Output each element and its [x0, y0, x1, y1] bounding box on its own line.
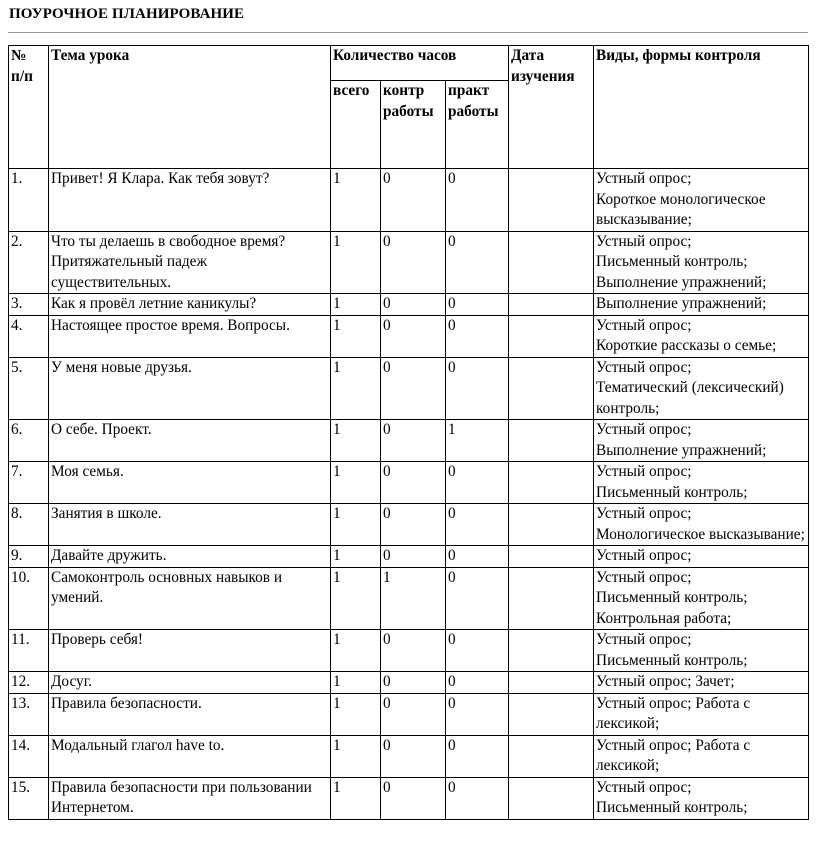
row-hours-control: 0 [381, 462, 446, 504]
row-topic: Давайте дружить. [49, 546, 331, 568]
row-hours-practice: 0 [446, 231, 509, 294]
header-hours-practice-label: практ работы [448, 82, 499, 120]
row-hours-control: 0 [381, 693, 446, 735]
row-hours-practice: 0 [446, 169, 509, 232]
row-hours-total: 1 [331, 462, 381, 504]
row-hours-control: 0 [381, 315, 446, 357]
header-hours-control [381, 81, 446, 169]
header-date [509, 46, 594, 169]
header-date-label: Дата изучения [511, 47, 575, 85]
row-topic: Модальный глагол have to. [49, 735, 331, 777]
row-hours-total: 1 [331, 546, 381, 568]
header-hours-total [331, 81, 381, 169]
row-number: 13. [9, 693, 49, 735]
row-hours-control: 0 [381, 169, 446, 232]
row-topic: Досуг. [49, 672, 331, 694]
row-hours-control: 0 [381, 672, 446, 694]
row-hours-total: 1 [331, 357, 381, 420]
row-hours-total: 1 [331, 231, 381, 294]
table-row [9, 504, 809, 546]
row-date [509, 735, 594, 777]
page-title: ПОУРОЧНОЕ ПЛАНИРОВАНИЕ [9, 6, 245, 22]
table-row [9, 672, 809, 694]
row-hours-total: 1 [331, 169, 381, 232]
row-control-forms: Выполнение упражнений; [594, 294, 809, 316]
header-hours-label: Количество часов [333, 47, 457, 64]
row-topic: У меня новые друзья. [49, 357, 331, 420]
row-hours-control: 1 [381, 567, 446, 630]
table-row [9, 462, 809, 504]
row-hours-practice: 0 [446, 315, 509, 357]
row-topic: Что ты делаешь в свободное время? Притяжательный падеж существительных. [49, 231, 331, 294]
row-hours-control: 0 [381, 231, 446, 294]
row-number: 2. [9, 231, 49, 294]
row-hours-practice: 0 [446, 672, 509, 694]
row-date [509, 315, 594, 357]
row-control-forms: Устный опрос; Письменный контроль; [594, 777, 809, 819]
table-row [9, 693, 809, 735]
header-number-label: № п/п [11, 47, 33, 85]
table-row [9, 169, 809, 232]
row-topic: Настоящее простое время. Вопросы. [49, 315, 331, 357]
row-topic: Правила безопасности при пользовании Интернетом. [49, 777, 331, 819]
row-hours-total: 1 [331, 672, 381, 694]
row-hours-practice: 0 [446, 294, 509, 316]
header-topic [49, 46, 331, 169]
row-topic: О себе. Проект. [49, 420, 331, 462]
row-hours-total: 1 [331, 693, 381, 735]
table-row [9, 546, 809, 568]
row-topic: Самоконтроль основных навыков и умений. [49, 567, 331, 630]
row-date [509, 777, 594, 819]
row-hours-practice: 0 [446, 693, 509, 735]
table-row [9, 231, 809, 294]
row-hours-control: 0 [381, 420, 446, 462]
row-hours-practice: 0 [446, 777, 509, 819]
row-date [509, 462, 594, 504]
row-hours-practice: 0 [446, 630, 509, 672]
row-hours-control: 0 [381, 777, 446, 819]
row-topic: Моя семья. [49, 462, 331, 504]
row-control-forms: Устный опрос; Письменный контроль; Контрольная работа; [594, 567, 809, 630]
row-control-forms: Устный опрос; Письменный контроль; [594, 462, 809, 504]
row-hours-total: 1 [331, 630, 381, 672]
header-row [9, 46, 809, 81]
row-number: 3. [9, 294, 49, 316]
row-control-forms: Устный опрос; Выполнение упражнений; [594, 420, 809, 462]
row-hours-control: 0 [381, 735, 446, 777]
row-hours-total: 1 [331, 735, 381, 777]
header-control [594, 46, 809, 169]
row-date [509, 672, 594, 694]
row-control-forms: Устный опрос; Письменный контроль; [594, 630, 809, 672]
row-control-forms: Устный опрос; Зачет; [594, 672, 809, 694]
row-hours-total: 1 [331, 315, 381, 357]
row-number: 1. [9, 169, 49, 232]
row-topic: Привет! Я Клара. Как тебя зовут? [49, 169, 331, 232]
row-control-forms: Устный опрос; [594, 546, 809, 568]
table-row [9, 735, 809, 777]
row-number: 9. [9, 546, 49, 568]
row-hours-total: 1 [331, 777, 381, 819]
header-number [9, 46, 49, 169]
table-row [9, 315, 809, 357]
row-hours-practice: 1 [446, 420, 509, 462]
row-date [509, 357, 594, 420]
row-control-forms: Устный опрос; Короткие рассказы о семье; [594, 315, 809, 357]
row-hours-practice: 0 [446, 567, 509, 630]
row-date [509, 693, 594, 735]
title-divider [8, 32, 808, 33]
row-control-forms: Устный опрос; Работа с лексикой; [594, 693, 809, 735]
row-control-forms: Устный опрос; Работа с лексикой; [594, 735, 809, 777]
row-date [509, 420, 594, 462]
row-number: 8. [9, 504, 49, 546]
row-hours-control: 0 [381, 294, 446, 316]
row-hours-practice: 0 [446, 546, 509, 568]
row-control-forms: Устный опрос; Письменный контроль; Выполнение упражнений; [594, 231, 809, 294]
row-number: 4. [9, 315, 49, 357]
table-row [9, 420, 809, 462]
row-topic: Занятия в школе. [49, 504, 331, 546]
header-control-label: Виды, формы контроля [596, 47, 761, 64]
table-body [9, 169, 809, 820]
row-number: 10. [9, 567, 49, 630]
row-hours-practice: 0 [446, 504, 509, 546]
row-date [509, 567, 594, 630]
row-control-forms: Устный опрос; Короткое монологическое высказывание; [594, 169, 809, 232]
header-topic-label: Тема урока [51, 47, 130, 64]
row-control-forms: Устный опрос; Тематический (лексический) контроль; [594, 357, 809, 420]
lesson-plan-table [8, 45, 809, 820]
row-control-forms: Устный опрос; Монологическое высказывание; [594, 504, 809, 546]
table-row [9, 357, 809, 420]
row-date [509, 630, 594, 672]
row-hours-total: 1 [331, 567, 381, 630]
row-topic: Правила безопасности. [49, 693, 331, 735]
table-row [9, 567, 809, 630]
row-date [509, 169, 594, 232]
table-row [9, 294, 809, 316]
header-hours-practice [446, 81, 509, 169]
row-number: 15. [9, 777, 49, 819]
header-hours [331, 46, 509, 81]
row-topic: Проверь себя! [49, 630, 331, 672]
row-number: 11. [9, 630, 49, 672]
row-number: 6. [9, 420, 49, 462]
row-hours-control: 0 [381, 630, 446, 672]
row-number: 7. [9, 462, 49, 504]
table-row [9, 630, 809, 672]
row-date [509, 294, 594, 316]
row-hours-control: 0 [381, 357, 446, 420]
row-number: 14. [9, 735, 49, 777]
row-date [509, 504, 594, 546]
row-date [509, 546, 594, 568]
row-number: 5. [9, 357, 49, 420]
row-hours-practice: 0 [446, 357, 509, 420]
row-date [509, 231, 594, 294]
row-hours-control: 0 [381, 504, 446, 546]
row-hours-practice: 0 [446, 462, 509, 504]
row-hours-control: 0 [381, 546, 446, 568]
row-hours-practice: 0 [446, 735, 509, 777]
header-hours-control-label: контр работы [383, 82, 434, 120]
row-hours-total: 1 [331, 420, 381, 462]
table-row [9, 777, 809, 819]
row-hours-total: 1 [331, 294, 381, 316]
row-hours-total: 1 [331, 504, 381, 546]
row-number: 12. [9, 672, 49, 694]
row-topic: Как я провёл летние каникулы? [49, 294, 331, 316]
header-hours-total-label: всего [333, 82, 370, 99]
